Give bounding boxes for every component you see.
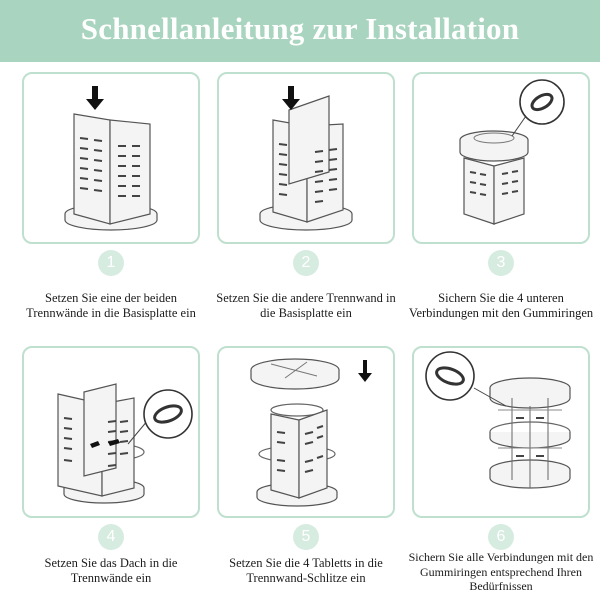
step-4-number: 4 xyxy=(98,524,124,550)
caption-line: Setzen Sie die andere Trennwand in xyxy=(216,291,396,305)
caption-line: Trennwände in die Basisplatte ein xyxy=(26,306,196,320)
caption-line: Sichern Sie alle Verbindungen mit den xyxy=(408,550,594,564)
step-6-illustration xyxy=(412,346,590,518)
caption-line: Setzen Sie eine der beiden xyxy=(45,291,177,305)
caption-line: Setzen Sie das Dach in die xyxy=(44,556,178,570)
down-arrow-icon xyxy=(282,86,300,110)
step-1-illustration xyxy=(22,72,200,244)
down-arrow-icon xyxy=(86,86,104,110)
step-2-illustration xyxy=(217,72,395,244)
step-5-caption xyxy=(211,556,401,586)
caption-line: Gummiringen entsprechend Ihren xyxy=(420,564,582,579)
page-title: Schnellanleitung zur Installation xyxy=(80,11,520,46)
step-1-caption xyxy=(16,291,206,321)
caption-line: Bedürfnissen xyxy=(469,579,533,593)
step-5-illustration xyxy=(217,346,395,518)
step-3-caption xyxy=(406,291,596,321)
caption-line: Trennwände ein xyxy=(70,571,152,585)
title-banner xyxy=(0,0,600,62)
step-1-number: 1 xyxy=(98,250,124,276)
step-6-number: 6 xyxy=(488,524,514,550)
caption-line: Setzen Sie die 4 Tabletts in die xyxy=(229,556,383,570)
step-6-caption xyxy=(402,550,600,594)
step-3-illustration xyxy=(412,72,590,244)
step-4-illustration xyxy=(22,346,200,518)
step-3-number: 3 xyxy=(488,250,514,276)
step-5-number: 5 xyxy=(293,524,319,550)
step-2-number: 2 xyxy=(293,250,319,276)
step-4-caption xyxy=(16,556,206,586)
caption-line: Sichern Sie die 4 unteren xyxy=(438,291,564,305)
caption-line: die Basisplatte ein xyxy=(260,306,352,320)
step-2-caption xyxy=(211,291,401,321)
caption-line: Trennwand-Schlitze ein xyxy=(246,571,366,585)
caption-line: Verbindungen mit den Gummiringen xyxy=(408,306,594,320)
down-arrow-icon xyxy=(358,360,372,382)
